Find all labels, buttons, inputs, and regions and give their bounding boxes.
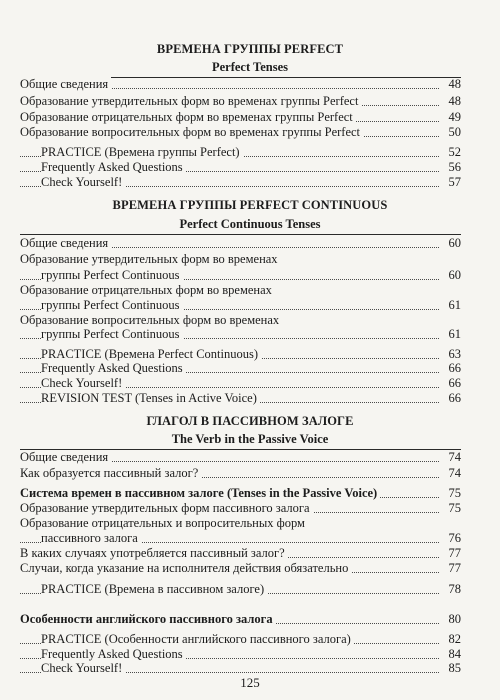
entry-title: Check Yourself! <box>41 175 125 190</box>
entry-page: 74 <box>448 450 461 464</box>
section-subtitle: Perfect Tenses <box>211 60 289 74</box>
entry-page: 77 <box>448 546 461 560</box>
toc-entry[interactable] <box>20 561 461 576</box>
section-subtitle: The Verb in the Passive Voice <box>171 432 329 446</box>
entry-title: PRACTICE (Времена в пассивном залоге) <box>41 582 267 597</box>
entry-page: 85 <box>448 661 461 675</box>
entry-page: 84 <box>448 647 461 661</box>
entry-title: Система времен в пассивном залоге (Tenses in the Passive Voice) <box>20 486 380 501</box>
entry-title: Особенности английского пассивного залога <box>20 612 276 627</box>
entry-page: 77 <box>448 561 461 575</box>
toc-entry[interactable] <box>20 546 461 561</box>
entry-page: 80 <box>448 612 461 626</box>
toc-entry[interactable] <box>20 531 461 546</box>
entry-title: Frequently Asked Questions <box>41 647 186 662</box>
toc-entry[interactable] <box>20 632 461 647</box>
entry-page: 56 <box>448 160 461 174</box>
page-number: 125 <box>240 675 260 690</box>
entry-title: Образование отрицательных и вопросительных форм <box>20 516 308 531</box>
entry-page: 48 <box>448 77 461 91</box>
toc-entry[interactable] <box>20 361 461 376</box>
section-title: ВРЕМЕНА ГРУППЫ PERFECT CONTINUOUS <box>112 198 388 212</box>
toc-entry[interactable] <box>20 466 461 481</box>
toc-entry[interactable] <box>20 298 461 313</box>
entry-title: Frequently Asked Questions <box>41 160 186 175</box>
entry-page: 60 <box>448 268 461 282</box>
entry-title: Образование утвердительных форм во временах <box>20 252 281 267</box>
entry-title: Как образуется пассивный залог? <box>20 466 201 481</box>
entry-page: 63 <box>448 347 461 361</box>
toc-entry[interactable] <box>20 486 461 501</box>
toc-entry[interactable] <box>20 252 461 267</box>
section-subtitle: Perfect Continuous Tenses <box>179 217 321 231</box>
entry-title: Образование утвердительных форм во временах группы Perfect <box>20 94 361 109</box>
entry-page: 66 <box>448 376 461 390</box>
toc-entry[interactable] <box>20 647 461 662</box>
toc-entry[interactable] <box>20 391 461 406</box>
entry-title: Общие сведения <box>20 236 111 251</box>
toc-entry[interactable] <box>20 313 461 328</box>
toc-entry[interactable] <box>20 501 461 516</box>
entry-title: группы Perfect Continuous <box>41 327 183 342</box>
entry-page: 82 <box>448 632 461 646</box>
entry-page: 76 <box>448 531 461 545</box>
section-title: ГЛАГОЛ В ПАССИВНОМ ЗАЛОГЕ <box>146 414 354 428</box>
entry-title: Образование вопросительных форм во временах группы Perfect <box>20 125 363 140</box>
toc-entry[interactable] <box>20 376 461 391</box>
entry-title: Образование отрицательных форм во временах группы Perfect <box>20 110 356 125</box>
toc-entry[interactable] <box>20 175 461 190</box>
toc-entry[interactable] <box>20 125 461 140</box>
section-title: ВРЕМЕНА ГРУППЫ PERFECT <box>156 42 344 56</box>
toc-entry[interactable] <box>20 327 461 342</box>
entry-page: 75 <box>448 486 461 500</box>
entry-page: 57 <box>448 175 461 189</box>
entry-title: группы Perfect Continuous <box>41 268 183 283</box>
entry-title: Образование отрицательных форм во временах <box>20 283 275 298</box>
entry-title: Общие сведения <box>20 450 111 465</box>
entry-page: 50 <box>448 125 461 139</box>
section-rule <box>20 234 461 235</box>
toc-entry[interactable] <box>20 582 461 597</box>
toc-entry[interactable] <box>20 450 461 465</box>
toc-entry[interactable] <box>20 612 461 627</box>
entry-title: группы Perfect Continuous <box>41 298 183 313</box>
entry-title: Frequently Asked Questions <box>41 361 186 376</box>
toc-entry[interactable] <box>20 94 461 109</box>
entry-page: 74 <box>448 466 461 480</box>
entry-title: Check Yourself! <box>41 661 125 676</box>
entry-page: 78 <box>448 582 461 596</box>
entry-page: 61 <box>448 298 461 312</box>
entry-title: PRACTICE (Особенности английского пассивного залога) <box>41 632 354 647</box>
toc-entry[interactable] <box>20 268 461 283</box>
entry-page: 48 <box>448 94 461 108</box>
entry-title: Образование вопросительных форм во временах <box>20 313 282 328</box>
toc-entry[interactable] <box>20 160 461 175</box>
entry-title: PRACTICE (Времена группы Perfect) <box>41 145 243 160</box>
entry-page: 60 <box>448 236 461 250</box>
entry-title: Случаи, когда указание на исполнителя действия обязательно <box>20 561 351 576</box>
entry-title: Общие сведения <box>20 77 111 92</box>
entry-title: В каких случаях употребляется пассивный залог? <box>20 546 288 561</box>
entry-page: 61 <box>448 327 461 341</box>
entry-page: 66 <box>448 391 461 405</box>
entry-title: PRACTICE (Времена Perfect Continuous) <box>41 347 261 362</box>
toc-entry[interactable] <box>20 283 461 298</box>
toc-entry[interactable] <box>20 516 461 531</box>
entry-title: REVISION TEST (Tenses in Active Voice) <box>41 391 260 406</box>
entry-title: пассивного залога <box>41 531 141 546</box>
toc-entry[interactable] <box>20 236 461 251</box>
toc-entry[interactable] <box>20 77 461 92</box>
entry-title: Образование утвердительных форм пассивного залога <box>20 501 313 516</box>
toc-entry[interactable] <box>20 661 461 676</box>
entry-page: 52 <box>448 145 461 159</box>
entry-page: 66 <box>448 361 461 375</box>
toc-entry[interactable] <box>20 110 461 125</box>
entry-page: 75 <box>448 501 461 515</box>
entry-page: 49 <box>448 110 461 124</box>
toc-entry[interactable] <box>20 347 461 362</box>
toc-entry[interactable] <box>20 145 461 160</box>
entry-title: Check Yourself! <box>41 376 125 391</box>
